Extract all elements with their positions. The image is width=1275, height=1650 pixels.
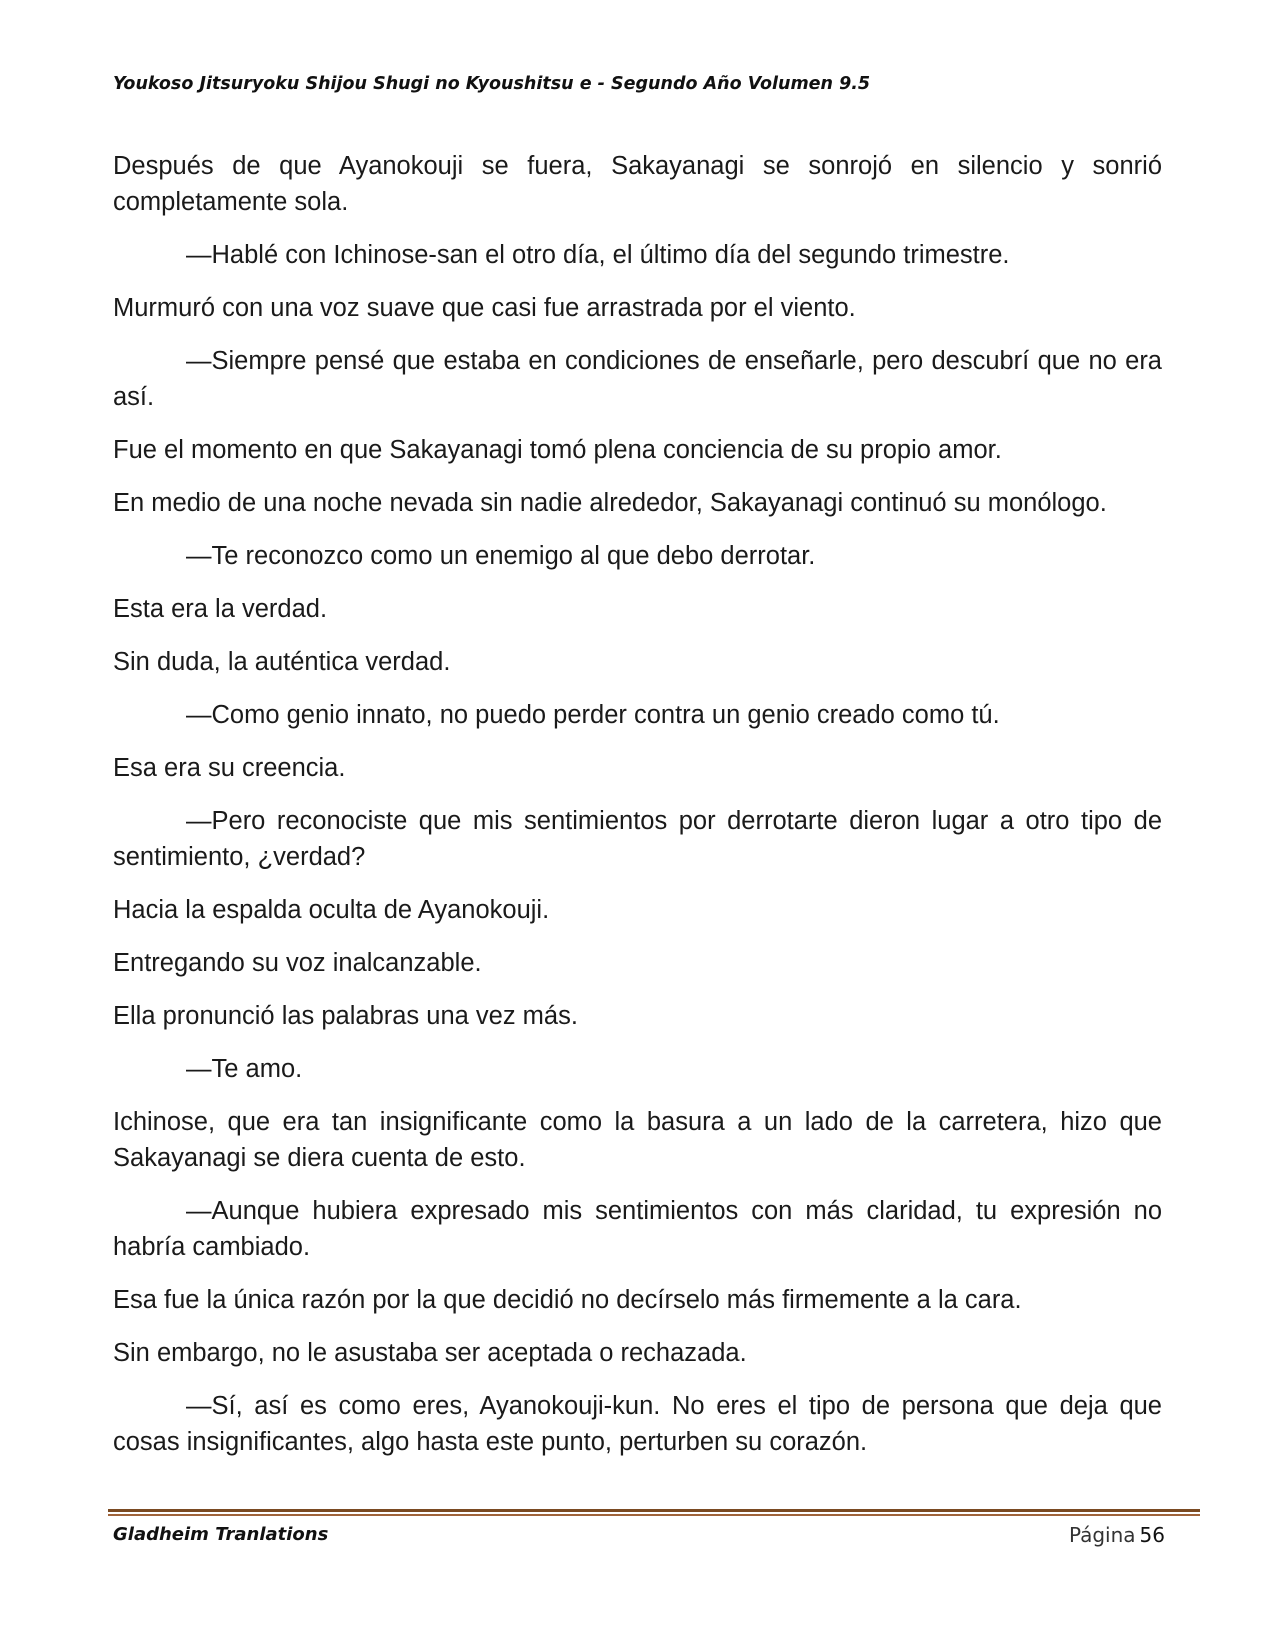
paragraph-dialogue: —Te reconozco como un enemigo al que debo derrotar.: [186, 542, 816, 570]
paragraph-narration: En medio de una noche nevada sin nadie alrededor, Sakayanagi continuó su monólogo.: [113, 489, 1107, 517]
paragraph-dialogue: —Sí, así es como eres, Ayanokouji-kun. No eres el tipo de persona que deja que cosas insignificantes, algo hasta este punto, perturben su corazón.: [113, 1392, 1162, 1456]
paragraph-narration: Fue el momento en que Sakayanagi tomó plena conciencia de su propio amor.: [113, 436, 1002, 464]
paragraph-narration: Esa era su creencia.: [113, 754, 346, 782]
paragraph-narration: Hacia la espalda oculta de Ayanokouji.: [113, 896, 550, 924]
paragraph-narration: Entregando su voz inalcanzable.: [113, 949, 482, 977]
paragraph-dialogue: —Te amo.: [186, 1055, 303, 1083]
footer-divider: [108, 1509, 1200, 1517]
paragraph-narration: Esta era la verdad.: [113, 595, 328, 623]
page-number-block: [1069, 1523, 1165, 1547]
paragraph-dialogue: —Como genio innato, no puedo perder contra un genio creado como tú.: [186, 701, 1000, 729]
paragraph-narration: Sin embargo, no le asustaba ser aceptada o rechazada.: [113, 1339, 747, 1367]
paragraph-narration: Murmuró con una voz suave que casi fue arrastrada por el viento.: [113, 294, 856, 322]
paragraph-dialogue: —Hablé con Ichinose-san el otro día, el último día del segundo trimestre.: [186, 241, 1010, 269]
paragraph-dialogue: —Aunque hubiera expresado mis sentimientos con más claridad, tu expresión no habría cambiado.: [113, 1197, 1162, 1261]
page-number: 56: [1139, 1523, 1165, 1547]
paragraph-narration: Esa fue la única razón por la que decidió no decírselo más firmemente a la cara.: [113, 1286, 1022, 1314]
paragraph-dialogue: —Pero reconociste que mis sentimientos por derrotarte dieron lugar a otro tipo de sentimiento, ¿verdad?: [113, 807, 1162, 871]
paragraph-narration: Después de que Ayanokouji se fuera, Sakayanagi se sonrojó en silencio y sonrió completamente sola.: [113, 152, 1162, 216]
paragraph-narration: Ichinose, que era tan insignificante como la basura a un lado de la carretera, hizo que Sakayanagi se diera cuenta de esto.: [113, 1108, 1162, 1172]
footer-divider-thin-line: [108, 1514, 1200, 1516]
page-body: [113, 148, 1162, 1477]
paragraph-narration: Ella pronunció las palabras una vez más.: [113, 1002, 578, 1030]
page-label: Página: [1068, 1523, 1136, 1547]
paragraph-dialogue: —Siempre pensé que estaba en condiciones de enseñarle, pero descubrí que no era así.: [113, 347, 1162, 411]
paragraph-narration: Sin duda, la auténtica verdad.: [113, 648, 451, 676]
footer-credit: Gladheim Tranlations: [113, 1524, 329, 1545]
footer-divider-thick-line: [108, 1509, 1200, 1512]
running-header-title: Youkoso Jitsuryoku Shijou Shugi no Kyoushitsu e - Segundo Año Volumen 9.5: [113, 74, 871, 94]
